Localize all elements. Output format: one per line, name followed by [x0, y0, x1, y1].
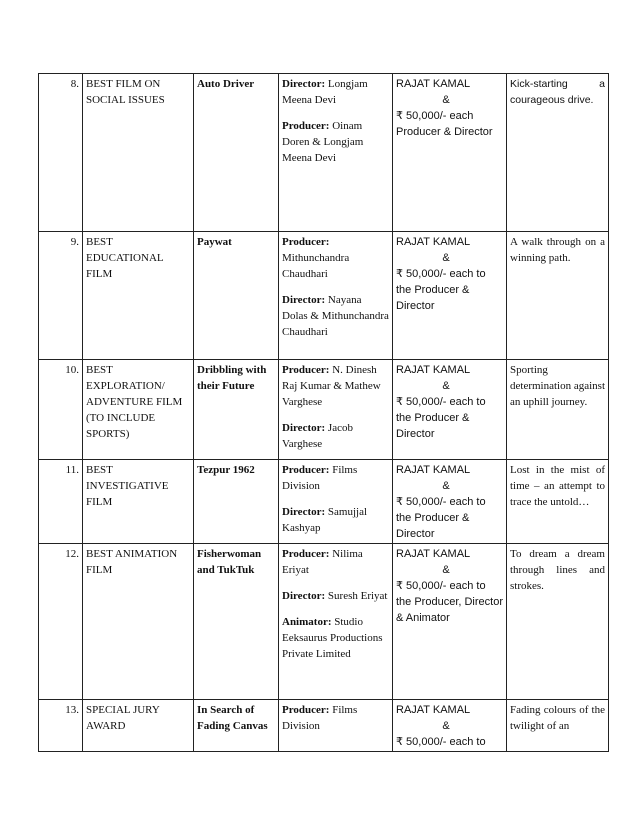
- serial-number: 11.: [65, 464, 79, 476]
- award-amount: ₹ 50,000/- each to the Producer & Director: [396, 496, 486, 540]
- credit-entry: [282, 234, 389, 282]
- awards-table-body: [39, 74, 609, 752]
- serial-number: 8.: [70, 78, 79, 90]
- film-title: In Search of Fading Canvas: [197, 704, 268, 732]
- credit-label: Producer:: [282, 236, 330, 248]
- citation-text: To dream a dream through lines and strokes.: [510, 548, 605, 592]
- award-category: BEST ANIMATION FILM: [86, 548, 178, 576]
- award-title: RAJAT KAMAL: [396, 704, 471, 716]
- award-ampersand: &: [442, 564, 450, 576]
- credit-entry: [282, 76, 389, 108]
- credit-names: N. Dinesh Raj Kumar & Mathew Varghese: [282, 364, 381, 408]
- serial-number: 12.: [65, 548, 79, 560]
- award-title: RAJAT KAMAL: [396, 236, 471, 248]
- citation-cell: [507, 700, 609, 752]
- credit-entry: [282, 118, 389, 166]
- award-amount: ₹ 50,000/- each to the Producer, Director & Animator: [396, 580, 503, 624]
- credit-entry: [282, 420, 389, 452]
- credits-cell: [279, 74, 393, 232]
- serial-number-cell: [39, 74, 83, 232]
- category-cell: [83, 460, 194, 544]
- film-title: Paywat: [197, 236, 232, 248]
- citation-cell: [507, 544, 609, 700]
- category-cell: [83, 232, 194, 360]
- credit-label: Director:: [282, 78, 326, 90]
- citation-cell: [507, 232, 609, 360]
- citation-cell: [507, 74, 609, 232]
- award-cell: [393, 544, 507, 700]
- award-amount: ₹ 50,000/- each to the Producer & Director: [396, 396, 486, 440]
- film-title-cell: [194, 700, 279, 752]
- award-category: BEST EXPLORATION/ ADVENTURE FILM (TO INCLUDE SPORTS): [86, 364, 183, 440]
- awards-table: [38, 73, 609, 752]
- citation-text: Lost in the mist of time – an attempt to trace the untold…: [510, 464, 605, 508]
- credit-entry: [282, 702, 389, 734]
- credit-entry: [282, 588, 389, 604]
- credit-label: Producer:: [282, 120, 330, 132]
- award-cell: [393, 460, 507, 544]
- award-title: RAJAT KAMAL: [396, 548, 471, 560]
- credit-entry: [282, 614, 389, 662]
- credit-names: Nayana Dolas & Mithunchandra Chaudhari: [282, 294, 389, 338]
- serial-number: 9.: [70, 236, 79, 248]
- award-title: RAJAT KAMAL: [396, 364, 471, 376]
- award-cell: [393, 360, 507, 460]
- credit-names: Jacob Varghese: [282, 422, 353, 450]
- award-ampersand: &: [442, 480, 450, 492]
- citation-text: A walk through on a winning path.: [510, 236, 605, 264]
- credit-names: Studio Eeksaurus Productions Private Limited: [282, 616, 383, 660]
- award-amount: ₹ 50,000/- each to the Producer & Director: [396, 268, 486, 312]
- credit-label: Animator:: [282, 616, 332, 628]
- credit-names: Nilima Eriyat: [282, 548, 363, 576]
- table-row: [39, 544, 609, 700]
- citation-text: Fading colours of the twilight of an: [510, 704, 605, 732]
- category-cell: [83, 700, 194, 752]
- credit-entry: [282, 462, 389, 494]
- credit-names: Oinam Doren & Longjam Meena Devi: [282, 120, 364, 164]
- film-title-cell: [194, 360, 279, 460]
- category-cell: [83, 544, 194, 700]
- credit-label: Producer:: [282, 464, 330, 476]
- serial-number-cell: [39, 232, 83, 360]
- credit-entry: [282, 504, 389, 536]
- film-title: Dribbling with their Future: [197, 364, 267, 392]
- table-row: [39, 232, 609, 360]
- award-category: BEST FILM ON SOCIAL ISSUES: [86, 78, 165, 106]
- film-title: Auto Driver: [197, 78, 255, 90]
- credit-label: Director:: [282, 590, 326, 602]
- credit-names: Films Division: [282, 464, 358, 492]
- award-category: BEST EDUCATIONAL FILM: [86, 236, 164, 280]
- award-amount: ₹ 50,000/- each to: [396, 736, 486, 748]
- credit-names: Films Division: [282, 704, 358, 732]
- award-ampersand: &: [442, 720, 450, 732]
- serial-number: 10.: [65, 364, 79, 376]
- category-cell: [83, 74, 194, 232]
- film-title-cell: [194, 544, 279, 700]
- credit-label: Director:: [282, 422, 326, 434]
- award-title: RAJAT KAMAL: [396, 464, 471, 476]
- award-ampersand: &: [442, 252, 450, 264]
- citation-text: Sporting determination against an uphill journey.: [510, 364, 605, 408]
- credit-label: Producer:: [282, 548, 330, 560]
- award-category: SPECIAL JURY AWARD: [86, 704, 160, 732]
- credit-label: Producer:: [282, 704, 330, 716]
- credit-entry: [282, 546, 389, 578]
- serial-number: 13.: [65, 704, 79, 716]
- table-row: [39, 700, 609, 752]
- film-title-cell: [194, 232, 279, 360]
- credit-label: Director:: [282, 294, 326, 306]
- credit-label: Director:: [282, 506, 326, 518]
- award-cell: [393, 74, 507, 232]
- award-amount: ₹ 50,000/- each Producer & Director: [396, 110, 493, 138]
- citation-text: Kick-starting a courageous drive.: [510, 78, 605, 106]
- citation-cell: [507, 360, 609, 460]
- credit-entry: [282, 362, 389, 410]
- film-title: Fisherwoman and TukTuk: [197, 548, 262, 576]
- credits-cell: [279, 360, 393, 460]
- award-cell: [393, 232, 507, 360]
- film-title: Tezpur 1962: [197, 464, 255, 476]
- credit-names: Suresh Eriyat: [327, 590, 388, 602]
- award-cell: [393, 700, 507, 752]
- credit-names: Longjam Meena Devi: [282, 78, 368, 106]
- table-row: [39, 74, 609, 232]
- serial-number-cell: [39, 460, 83, 544]
- table-row: [39, 360, 609, 460]
- credit-label: Producer:: [282, 364, 330, 376]
- category-cell: [83, 360, 194, 460]
- film-title-cell: [194, 74, 279, 232]
- award-title: RAJAT KAMAL: [396, 78, 471, 90]
- serial-number-cell: [39, 544, 83, 700]
- credits-cell: [279, 460, 393, 544]
- credits-cell: [279, 700, 393, 752]
- credit-entry: [282, 292, 389, 340]
- film-title-cell: [194, 460, 279, 544]
- credit-names: Samujjal Kashyap: [282, 506, 368, 534]
- award-category: BEST INVESTIGATIVE FILM: [86, 464, 169, 508]
- citation-cell: [507, 460, 609, 544]
- award-ampersand: &: [442, 94, 450, 106]
- credits-cell: [279, 544, 393, 700]
- award-ampersand: &: [442, 380, 450, 392]
- credits-cell: [279, 232, 393, 360]
- table-row: [39, 460, 609, 544]
- credit-names: Mithunchandra Chaudhari: [282, 252, 350, 280]
- serial-number-cell: [39, 700, 83, 752]
- serial-number-cell: [39, 360, 83, 460]
